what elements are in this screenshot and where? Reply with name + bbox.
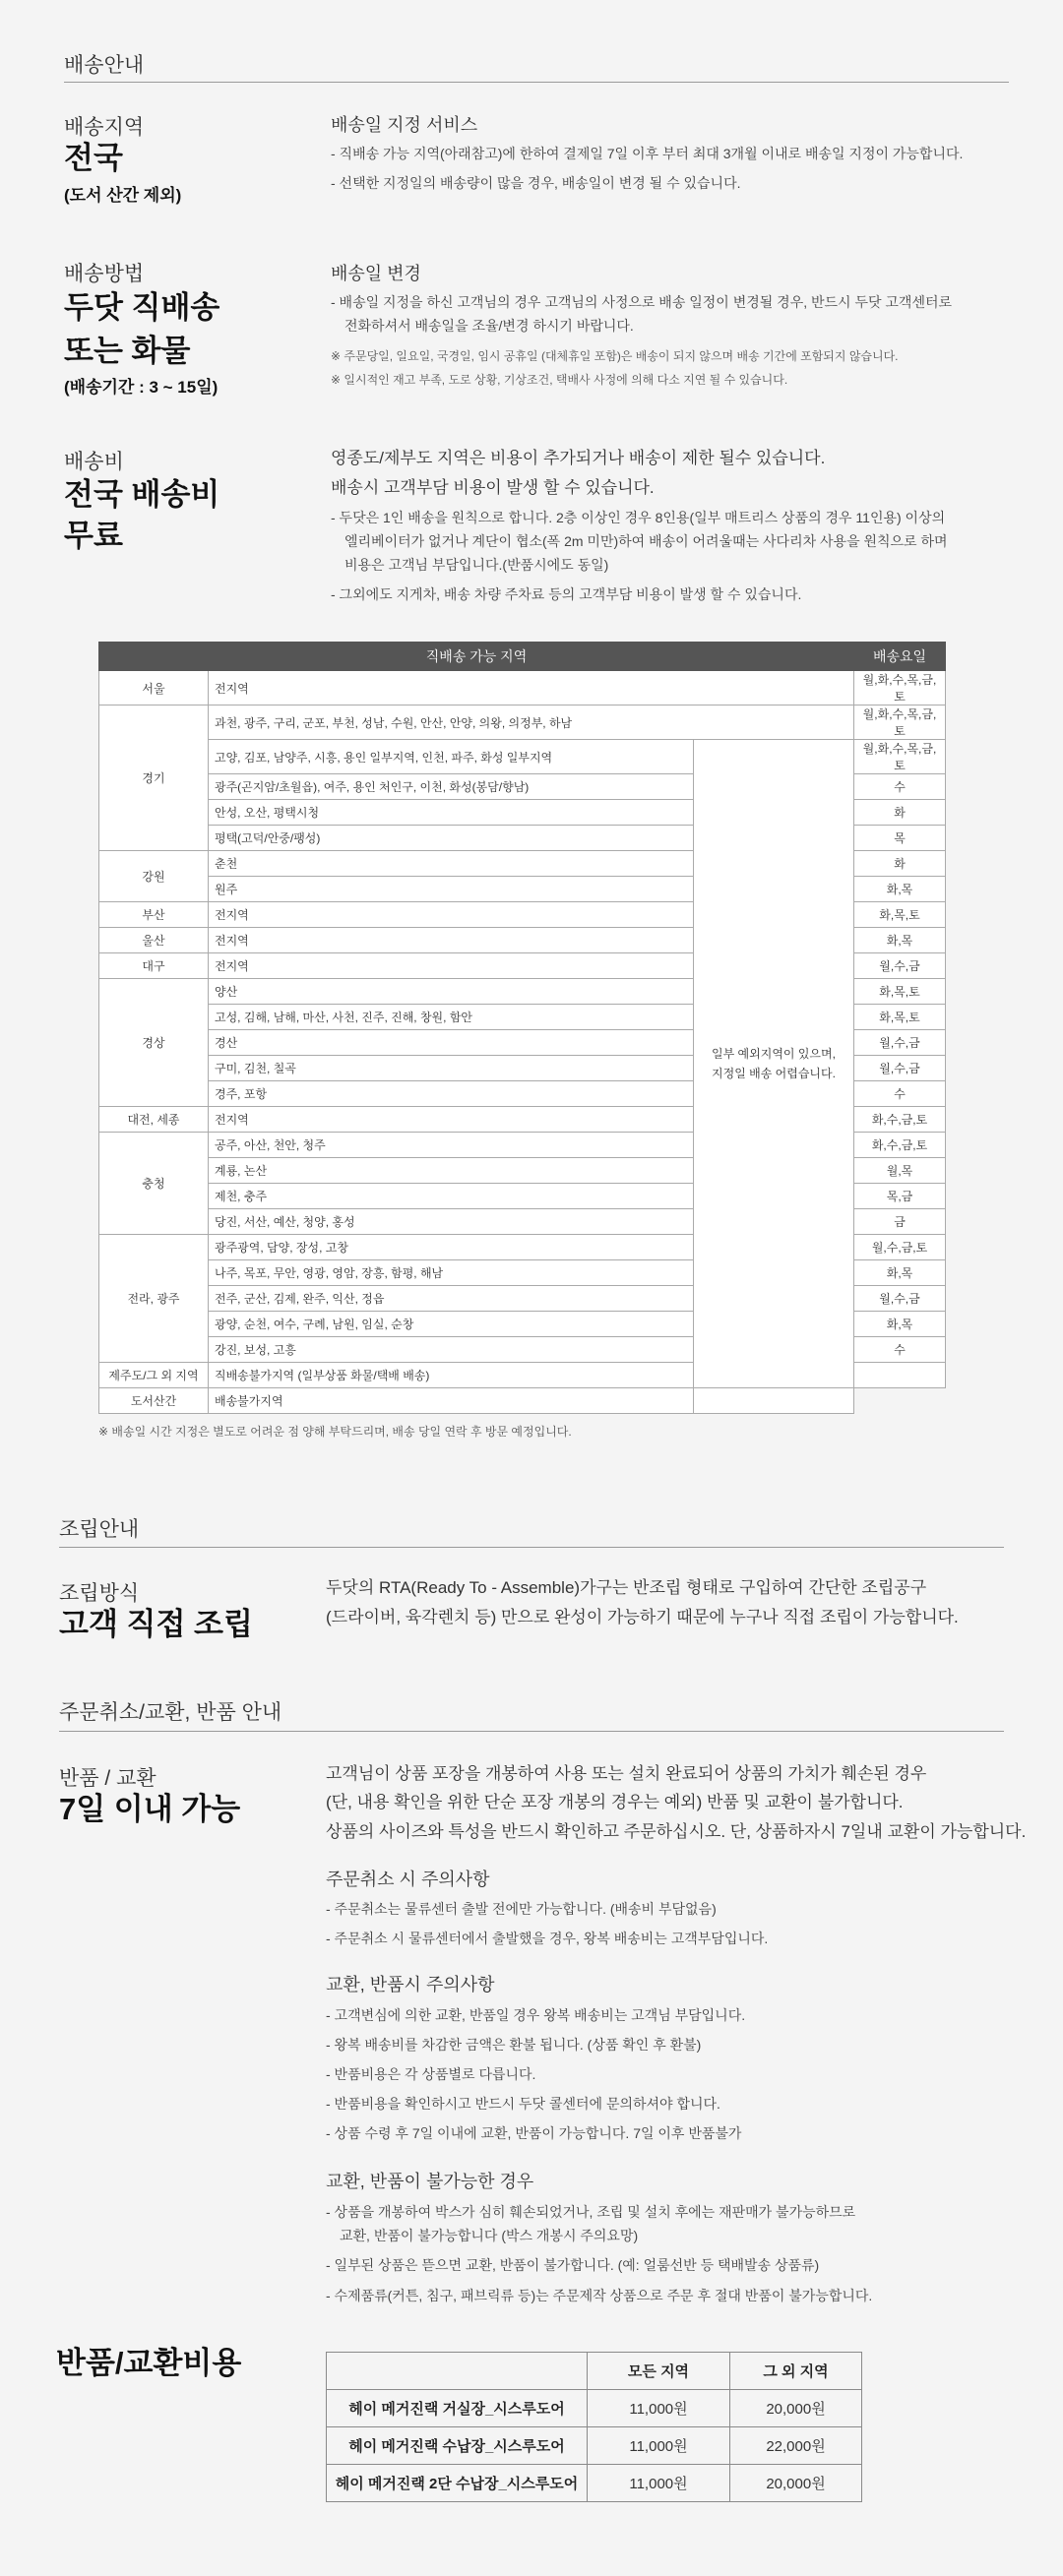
shipping-fee-value: 전국 배송비 bbox=[64, 477, 220, 512]
area-cell: 평택(고덕/안중/팽성) bbox=[209, 826, 694, 851]
days-cell: 화,목 bbox=[854, 928, 946, 953]
returns-label: 반품 / 교환 bbox=[59, 1767, 156, 1790]
section-heading-shipping: 배송안내 bbox=[64, 54, 145, 77]
fee-item: - 그외에도 지게차, 배송 차량 주차료 등의 고객부담 비용이 발생 할 수 있습니다. bbox=[331, 586, 802, 602]
change-note: ※ 주문당일, 일요일, 국경일, 임시 공휴일 (대체휴일 포함)은 배송이 되지 않으며 배송 기간에 포함되지 않습니다. bbox=[331, 349, 899, 363]
change-note: ※ 일시적인 재고 부족, 도로 상황, 기상조건, 택배사 사정에 의해 다소 지연 될 수 있습니다. bbox=[331, 373, 788, 387]
days-cell: 월,수,금 bbox=[854, 1030, 946, 1056]
region-cell: 울산 bbox=[99, 928, 209, 953]
designate-title: 배송일 지정 서비스 bbox=[331, 115, 478, 135]
fee-item: - 두닷은 1인 배송을 원칙으로 합니다. 2층 이상인 경우 8인용(일부 매트리스 상품의 경우 11인용) 이상의 bbox=[331, 510, 946, 525]
area-cell: 전지역 bbox=[209, 902, 694, 928]
returns-intro: 상품의 사이즈와 특성을 반드시 확인하고 주문하십시오. 단, 상품하자시 7일내 교환이 가능합니다. bbox=[326, 1822, 1027, 1841]
days-cell: 금 bbox=[854, 1209, 946, 1235]
region-cell: 도서산간 bbox=[99, 1388, 209, 1414]
area-cell: 전지역 bbox=[209, 928, 694, 953]
fee-item-cont: 비용은 고객님 부담입니다.(반품시에도 동일) bbox=[344, 557, 609, 573]
divider bbox=[59, 1547, 1004, 1548]
days-cell: 월,목 bbox=[854, 1158, 946, 1184]
days-cell: 화,목 bbox=[854, 1312, 946, 1337]
region-cell: 충청 bbox=[99, 1133, 209, 1235]
fee-line: 영종도/제부도 지역은 비용이 추가되거나 배송이 제한 될수 있습니다. bbox=[331, 449, 826, 467]
days-cell: 수 bbox=[854, 774, 946, 800]
days-cell: 화 bbox=[854, 851, 946, 877]
area-cell: 고양, 김포, 남양주, 시흥, 용인 일부지역, 인천, 파주, 화성 일부지역 bbox=[209, 740, 694, 774]
fee-cell: 22,000원 bbox=[730, 2427, 862, 2465]
days-cell: 수 bbox=[854, 1081, 946, 1107]
days-cell: 월,수,금 bbox=[854, 1286, 946, 1312]
region-cell: 제주도/그 외 지역 bbox=[99, 1363, 209, 1388]
product-cell: 헤이 메거진랙 2단 수납장_시스루도어 bbox=[327, 2465, 588, 2502]
area-cell: 양산 bbox=[209, 979, 694, 1005]
shipping-method-value: 또는 화물 bbox=[64, 334, 191, 368]
days-cell: 화,목,토 bbox=[854, 902, 946, 928]
returns-intro: (단, 내용 확인을 위한 단순 포장 개봉의 경우는 예외) 반품 및 교환이 불가합니다. bbox=[326, 1793, 904, 1811]
shipping-method-value: 두닷 직배송 bbox=[64, 290, 220, 325]
shipping-fee-label: 배송비 bbox=[64, 451, 124, 473]
return-fee-label: 반품/교환비용 bbox=[56, 2346, 242, 2380]
shipping-area-value: 전국 bbox=[64, 141, 123, 175]
days-cell bbox=[694, 1388, 854, 1414]
region-cell: 강원 bbox=[99, 851, 209, 902]
area-cell: 원주 bbox=[209, 877, 694, 902]
exchange-item: - 상품 수령 후 7일 이내에 교환, 반품이 가능합니다. 7일 이후 반품불가 bbox=[326, 2125, 742, 2141]
days-cell: 월,화,수,목,금,토 bbox=[854, 740, 946, 774]
assembly-desc: 두닷의 RTA(Ready To - Assemble)가구는 반조립 형태로 구입하여 간단한 조립공구 bbox=[326, 1578, 927, 1597]
region-cell: 전라, 광주 bbox=[99, 1235, 209, 1363]
days-cell: 화 bbox=[854, 800, 946, 826]
section-heading-returns: 주문취소/교환, 반품 안내 bbox=[59, 1701, 282, 1724]
table-row bbox=[99, 1388, 946, 1414]
divider bbox=[59, 1731, 1004, 1732]
shipping-fee-value: 무료 bbox=[64, 519, 123, 553]
area-cell: 전주, 군산, 김제, 완주, 익산, 정읍 bbox=[209, 1286, 694, 1312]
area-cell: 직배송불가지역 (일부상품 화물/택배 배송) bbox=[209, 1363, 694, 1388]
area-cell: 춘천 bbox=[209, 851, 694, 877]
returns-value: 7일 이내 가능 bbox=[59, 1792, 241, 1826]
area-cell: 고성, 김해, 남해, 마산, 사천, 진주, 진해, 창원, 함안 bbox=[209, 1005, 694, 1030]
area-cell: 전지역 bbox=[209, 953, 694, 979]
fee-item-cont: 엘리베이터가 없거나 계단이 협소(폭 2m 미만)하여 배송이 어려울때는 사다리차 사용을 원칙으로 하며 bbox=[344, 533, 948, 549]
exchange-item: - 고객변심에 의한 교환, 반품일 경우 왕복 배송비는 고객님 부담입니다. bbox=[326, 2007, 746, 2023]
exception-note: 일부 예외지역이 있으며, bbox=[712, 1047, 836, 1061]
fee-cell: 11,000원 bbox=[588, 2427, 730, 2465]
fee-header-other: 그 외 지역 bbox=[730, 2353, 862, 2390]
area-cell: 광주(곤지암/초월읍), 여주, 용인 처인구, 이천, 화성(봉담/향남) bbox=[209, 774, 694, 800]
area-cell: 배송불가지역 bbox=[209, 1388, 694, 1414]
region-cell: 경기 bbox=[99, 705, 209, 851]
table-row bbox=[327, 2465, 862, 2502]
change-item: - 배송일 지정을 하신 고객님의 경우 고객님의 사정으로 배송 일정이 변경될 경우, 반드시 두닷 고객센터로 bbox=[331, 294, 953, 310]
days-cell: 월,수,금 bbox=[854, 1056, 946, 1081]
days-cell: 화,목 bbox=[854, 877, 946, 902]
fee-cell: 11,000원 bbox=[588, 2465, 730, 2502]
cancel-title: 주문취소 시 주의사항 bbox=[326, 1870, 490, 1889]
change-title: 배송일 변경 bbox=[331, 264, 421, 283]
no-return-item: - 수제품류(커튼, 침구, 패브릭류 등)는 주문제작 상품으로 주문 후 절대 반품이 불가능합니다. bbox=[326, 2288, 873, 2303]
fee-line: 배송시 고객부담 비용이 발생 할 수 있습니다. bbox=[331, 478, 655, 497]
area-cell: 제천, 충주 bbox=[209, 1184, 694, 1209]
shipping-method-label: 배송방법 bbox=[64, 263, 145, 285]
days-cell: 목,금 bbox=[854, 1184, 946, 1209]
product-cell: 헤이 메거진랙 수납장_시스루도어 bbox=[327, 2427, 588, 2465]
area-cell: 나주, 목포, 무안, 영광, 영암, 장흥, 함평, 해남 bbox=[209, 1260, 694, 1286]
product-cell: 헤이 메거진랙 거실장_시스루도어 bbox=[327, 2390, 588, 2427]
region-cell: 대구 bbox=[99, 953, 209, 979]
no-return-title: 교환, 반품이 불가능한 경우 bbox=[326, 2172, 534, 2191]
days-cell: 화,목,토 bbox=[854, 979, 946, 1005]
exchange-title: 교환, 반품시 주의사항 bbox=[326, 1975, 495, 1994]
days-cell bbox=[854, 1363, 946, 1388]
designate-item: - 직배송 가능 지역(아래참고)에 한하여 결제일 7일 이후 부터 최대 3개월 이내로 배송일 지정이 가능합니다. bbox=[331, 146, 964, 161]
days-cell: 목 bbox=[854, 826, 946, 851]
delivery-area-table bbox=[98, 642, 946, 1414]
days-cell: 월,화,수,목,금,토 bbox=[854, 671, 946, 705]
area-cell: 경주, 포항 bbox=[209, 1081, 694, 1107]
area-cell: 경산 bbox=[209, 1030, 694, 1056]
table-header-area: 직배송 가능 지역 bbox=[99, 643, 854, 671]
no-return-item: - 일부된 상품은 뜯으면 교환, 반품이 불가합니다. (예: 얼룸선반 등 택배발송 상품류) bbox=[326, 2257, 820, 2273]
days-cell: 월,수,금 bbox=[854, 953, 946, 979]
shipping-period: (배송기간 : 3 ~ 15일) bbox=[64, 378, 219, 397]
days-cell: 화,수,금,토 bbox=[854, 1107, 946, 1133]
table-row bbox=[99, 671, 946, 705]
fee-header-all: 모든 지역 bbox=[588, 2353, 730, 2390]
region-cell: 서울 bbox=[99, 671, 209, 705]
return-fee-table bbox=[326, 2352, 862, 2502]
area-cell: 당진, 서산, 예산, 청양, 홍성 bbox=[209, 1209, 694, 1235]
area-cell: 공주, 아산, 천안, 청주 bbox=[209, 1133, 694, 1158]
fee-cell: 20,000원 bbox=[730, 2465, 862, 2502]
cancel-item: - 주문취소는 물류센터 출발 전에만 가능합니다. (배송비 부담없음) bbox=[326, 1901, 717, 1917]
table-row bbox=[327, 2427, 862, 2465]
exchange-item: - 반품비용을 확인하시고 반드시 두닷 콜센터에 문의하셔야 합니다. bbox=[326, 2096, 720, 2112]
region-cell: 부산 bbox=[99, 902, 209, 928]
divider bbox=[64, 82, 1009, 83]
table-footnote: ※ 배송일 시간 지정은 별도로 어려운 점 양해 부탁드리며, 배송 당일 연락 후 방문 예정입니다. bbox=[98, 1425, 572, 1439]
days-cell: 화,목,토 bbox=[854, 1005, 946, 1030]
no-return-item: - 상품을 개봉하여 박스가 심히 훼손되었거나, 조립 및 설치 후에는 재판매가 불가능하므로 bbox=[326, 2204, 856, 2220]
no-return-item-cont: 교환, 반품이 불가능합니다 (박스 개봉시 주의요망) bbox=[340, 2228, 639, 2243]
fee-cell: 20,000원 bbox=[730, 2390, 862, 2427]
exception-note-cell bbox=[694, 740, 854, 1388]
exchange-item: - 반품비용은 각 상품별로 다릅니다. bbox=[326, 2066, 536, 2082]
fee-header-product bbox=[327, 2353, 588, 2390]
exception-note: 지정일 배송 어렵습니다. bbox=[712, 1067, 836, 1080]
area-cell: 구미, 김천, 칠곡 bbox=[209, 1056, 694, 1081]
table-row bbox=[99, 705, 946, 740]
shipping-area-label: 배송지역 bbox=[64, 116, 145, 139]
region-cell: 경상 bbox=[99, 979, 209, 1107]
area-cell: 광주광역, 담양, 장성, 고창 bbox=[209, 1235, 694, 1260]
area-cell: 전지역 bbox=[209, 671, 854, 705]
fee-cell: 11,000원 bbox=[588, 2390, 730, 2427]
assembly-desc: (드라이버, 육각렌치 등) 만으로 완성이 가능하기 때문에 누구나 직접 조립이 가능합니다. bbox=[326, 1608, 959, 1626]
section-heading-assembly: 조립안내 bbox=[59, 1518, 140, 1541]
days-cell: 화,수,금,토 bbox=[854, 1133, 946, 1158]
days-cell: 화,목 bbox=[854, 1260, 946, 1286]
table-row bbox=[327, 2390, 862, 2427]
returns-intro: 고객님이 상품 포장을 개봉하여 사용 또는 설치 완료되어 상품의 가치가 훼손된 경우 bbox=[326, 1764, 927, 1783]
table-row bbox=[99, 740, 946, 774]
table-header-days: 배송요일 bbox=[854, 643, 946, 671]
assembly-label: 조립방식 bbox=[59, 1582, 140, 1605]
area-cell: 계룡, 논산 bbox=[209, 1158, 694, 1184]
area-cell: 전지역 bbox=[209, 1107, 694, 1133]
designate-item: - 선택한 지정일의 배송량이 많을 경우, 배송일이 변경 될 수 있습니다. bbox=[331, 175, 741, 191]
days-cell: 수 bbox=[854, 1337, 946, 1363]
shipping-area-sub: (도서 산간 제외) bbox=[64, 186, 182, 205]
assembly-value: 고객 직접 조립 bbox=[59, 1607, 253, 1641]
area-cell: 광양, 순천, 여수, 구례, 남원, 임실, 순창 bbox=[209, 1312, 694, 1337]
area-cell: 안성, 오산, 평택시청 bbox=[209, 800, 694, 826]
change-item-cont: 전화하셔서 배송일을 조율/변경 하시기 바랍니다. bbox=[344, 318, 634, 334]
days-cell: 월,수,금,토 bbox=[854, 1235, 946, 1260]
region-cell: 대전, 세종 bbox=[99, 1107, 209, 1133]
exchange-item: - 왕복 배송비를 차감한 금액은 환불 됩니다. (상품 확인 후 환불) bbox=[326, 2037, 702, 2053]
cancel-item: - 주문취소 시 물류센터에서 출발했을 경우, 왕복 배송비는 고객부담입니다. bbox=[326, 1931, 769, 1946]
area-cell: 강진, 보성, 고흥 bbox=[209, 1337, 694, 1363]
area-cell: 과천, 광주, 구리, 군포, 부천, 성남, 수원, 안산, 안양, 의왕, 의정부, 하남 bbox=[209, 705, 854, 740]
days-cell: 월,화,수,목,금,토 bbox=[854, 705, 946, 740]
